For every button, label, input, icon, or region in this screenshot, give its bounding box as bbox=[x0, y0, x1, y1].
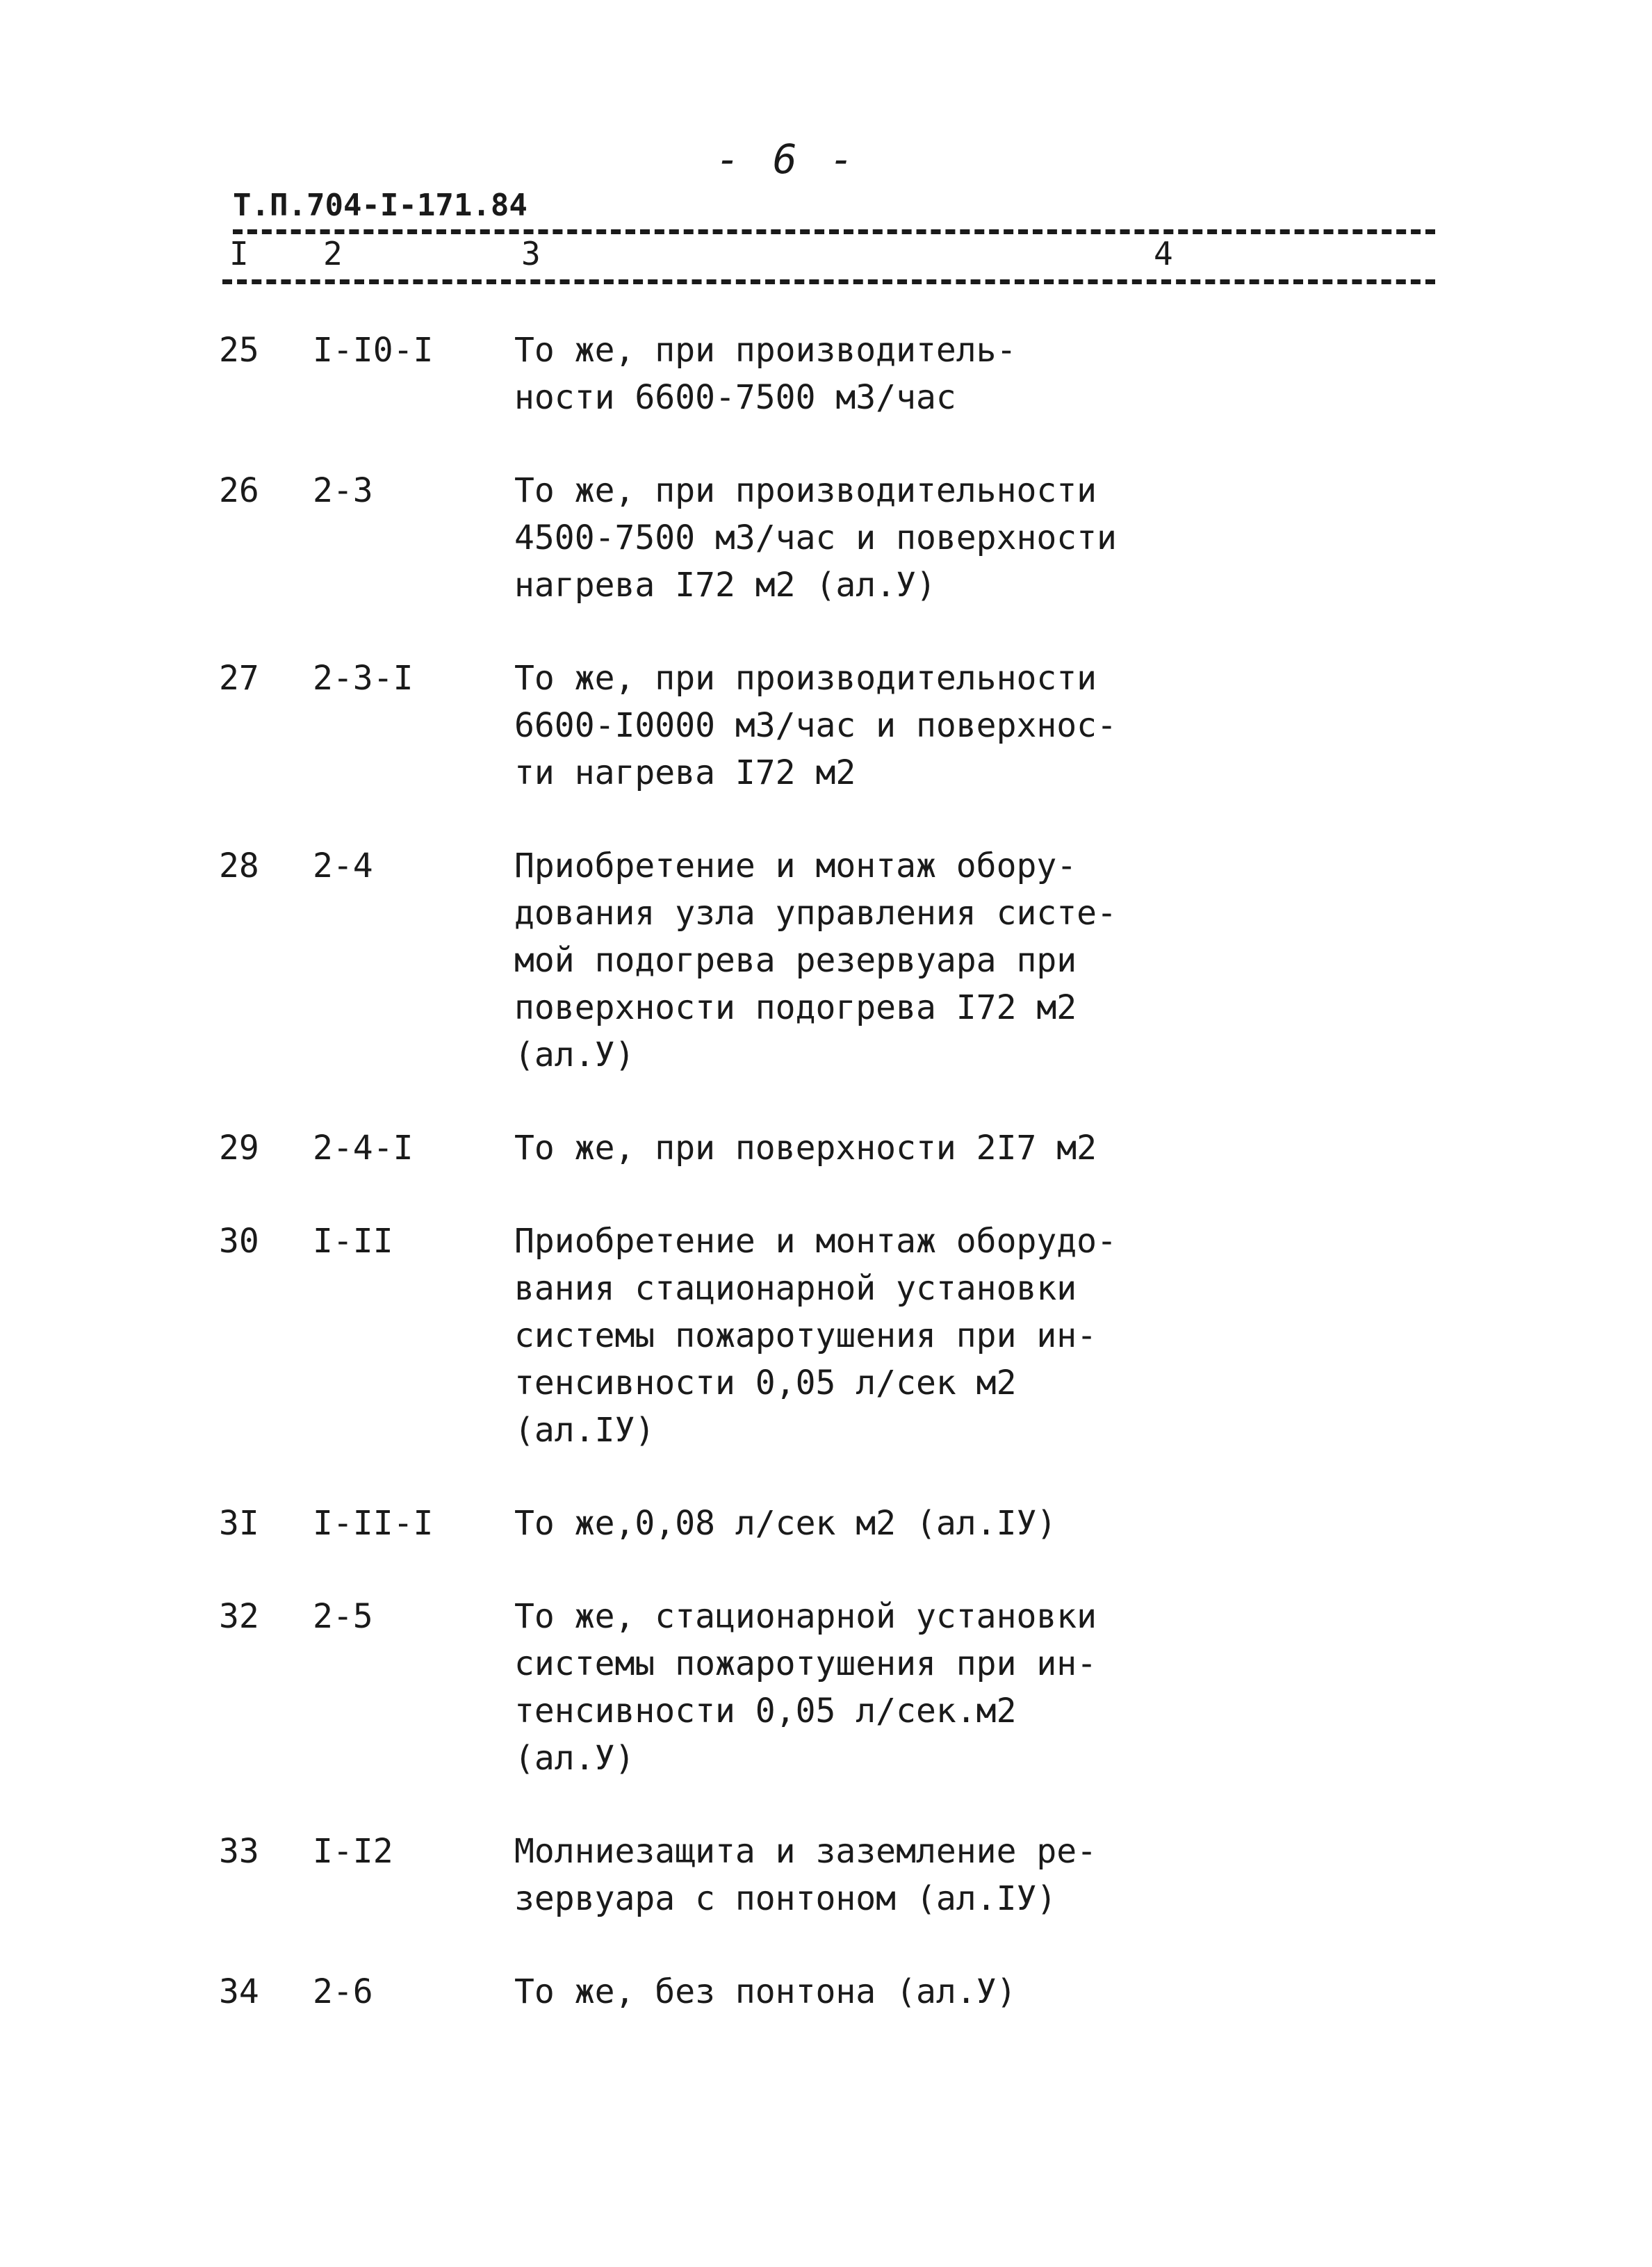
row-number: 33 bbox=[219, 1832, 259, 1871]
table-row bbox=[0, 1500, 1652, 1547]
description-line: ности 6600-7500 м3/час bbox=[514, 378, 956, 417]
row-description bbox=[514, 1500, 1209, 1547]
row-number: 27 bbox=[219, 659, 259, 698]
column-header-4: 4 bbox=[1154, 235, 1173, 272]
description-line: 6600-I0000 м3/час и поверхнос- bbox=[514, 706, 1117, 745]
description-line: мой подогрева резервуара при bbox=[514, 941, 1077, 980]
description-line: поверхности подогрева I72 м2 bbox=[514, 988, 1077, 1027]
row-description bbox=[514, 1968, 1209, 2015]
row-code: I-II bbox=[313, 1222, 393, 1261]
description-line: нагрева I72 м2 (ал.У) bbox=[514, 566, 936, 605]
description-line: Молниезащита и заземление ре- bbox=[514, 1832, 1097, 1871]
row-description bbox=[514, 467, 1209, 609]
description-line: тенсивности 0,05 л/сек м2 bbox=[514, 1364, 1017, 1402]
document-code: Т.П.704-I-171.84 bbox=[233, 188, 528, 223]
row-number: 3I bbox=[219, 1504, 259, 1543]
description-line: Приобретение и монтаж оборудо- bbox=[514, 1222, 1117, 1261]
row-number: 29 bbox=[219, 1129, 259, 1168]
page-number: - 6 - bbox=[716, 136, 858, 183]
row-description bbox=[514, 1828, 1209, 1922]
table-row bbox=[0, 1968, 1652, 2015]
row-description bbox=[514, 1218, 1209, 1454]
description-line: То же, без понтона (ал.У) bbox=[514, 1972, 1017, 2011]
column-header-1: I bbox=[229, 235, 249, 272]
description-line: вания стационарной установки bbox=[514, 1269, 1077, 1308]
description-line: То же, при производительности bbox=[514, 471, 1097, 510]
description-line: системы пожаротушения при ин- bbox=[514, 1644, 1097, 1683]
description-line: То же, стационарной установки bbox=[514, 1597, 1097, 1636]
row-number: 32 bbox=[219, 1597, 259, 1636]
description-line: То же, при производительности bbox=[514, 659, 1097, 698]
table-row bbox=[0, 1218, 1652, 1454]
description-line: То же,0,08 л/сек м2 (ал.IУ) bbox=[514, 1504, 1057, 1543]
row-code: 2-5 bbox=[313, 1597, 373, 1636]
row-number: 26 bbox=[219, 471, 259, 510]
row-description bbox=[514, 1124, 1209, 1172]
row-description bbox=[514, 1593, 1209, 1782]
row-code: I-I2 bbox=[313, 1832, 393, 1871]
description-line: ти нагрева I72 м2 bbox=[514, 753, 856, 792]
header-dashed-line-top bbox=[233, 229, 1435, 234]
table-row bbox=[0, 467, 1652, 609]
description-line: системы пожаротушения при ин- bbox=[514, 1316, 1097, 1355]
description-line: (ал.У) bbox=[514, 1739, 635, 1778]
description-line: То же, при производитель- bbox=[514, 331, 1017, 370]
row-code: 2-3 bbox=[313, 471, 373, 510]
description-line: (ал.IУ) bbox=[514, 1411, 655, 1450]
table-row bbox=[0, 1593, 1652, 1782]
column-header-3: 3 bbox=[521, 235, 541, 272]
row-number: 25 bbox=[219, 331, 259, 370]
row-code: 2-6 bbox=[313, 1972, 373, 2011]
header-dashed-line-bottom bbox=[222, 279, 1435, 284]
table-row bbox=[0, 1828, 1652, 1922]
table-row bbox=[0, 1124, 1652, 1172]
row-code: I-II-I bbox=[313, 1504, 434, 1543]
row-code: I-I0-I bbox=[313, 331, 434, 370]
table-body bbox=[0, 327, 1652, 2061]
row-number: 28 bbox=[219, 846, 259, 885]
description-line: зервуара с понтоном (ал.IУ) bbox=[514, 1879, 1057, 1918]
description-line: 4500-7500 м3/час и поверхности bbox=[514, 518, 1117, 557]
row-code: 2-4 bbox=[313, 846, 373, 885]
row-description bbox=[514, 655, 1209, 796]
column-header-2: 2 bbox=[323, 235, 343, 272]
row-number: 34 bbox=[219, 1972, 259, 2011]
table-row bbox=[0, 327, 1652, 421]
description-line: (ал.У) bbox=[514, 1036, 635, 1074]
row-code: 2-4-I bbox=[313, 1129, 414, 1168]
table-row bbox=[0, 842, 1652, 1079]
row-description bbox=[514, 842, 1209, 1079]
description-line: дования узла управления систе- bbox=[514, 894, 1117, 933]
table-row bbox=[0, 655, 1652, 796]
description-line: Приобретение и монтаж обору- bbox=[514, 846, 1077, 885]
description-line: тенсивности 0,05 л/сек.м2 bbox=[514, 1692, 1017, 1730]
description-line: То же, при поверхности 2I7 м2 bbox=[514, 1129, 1097, 1168]
row-description bbox=[514, 327, 1209, 421]
row-number: 30 bbox=[219, 1222, 259, 1261]
row-code: 2-3-I bbox=[313, 659, 414, 698]
